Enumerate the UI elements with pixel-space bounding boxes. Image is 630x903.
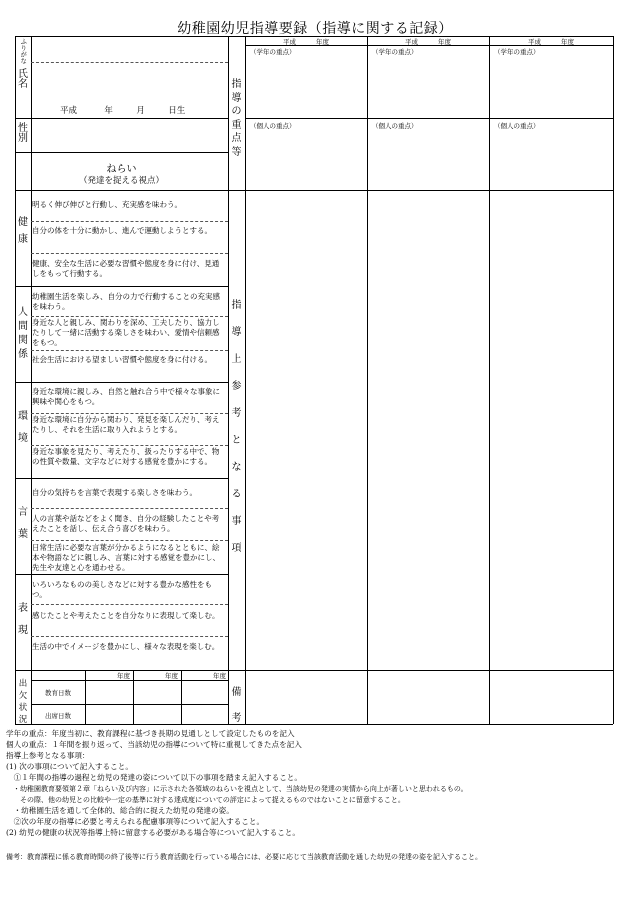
attendance-label: 出 欠 状 況 [18, 679, 28, 725]
aim-item: 人の言葉や話などをよく聞き、自分の経験したことや考えたことを話し、伝え合う喜びを味わう。 [32, 514, 220, 533]
note-line: (1) 次の事項について記入すること。 [6, 762, 133, 771]
remarks-label: 備 考 [231, 687, 242, 724]
aim-item: 感じたことや考えたことを自分なりに表現して楽しむ。 [32, 611, 220, 620]
aim-item: 自分の気持ちを言葉で表現する楽しさを味わう。 [32, 488, 197, 497]
note-line: (2) 幼児の健康の状況等指導上特に留意する必要がある場合等について記入すること。 [6, 828, 300, 837]
aim-item: 社会生活における望ましい習慣や態度を身に付ける。 [32, 355, 212, 364]
note-line: ②次の年度の指導に必要と考えられる配慮事項等について記入すること。 [6, 817, 265, 826]
note-line: 個人の重点：１年間を振り返って、当該幼児の指導について特に重視してきた点を記入 [6, 740, 302, 749]
aim-item: 健康、安全な生活に必要な習慣や態度を身に付け、見通しをもって行動する。 [32, 259, 220, 278]
aim-item: いろいろなものの美しさなどに対する豊かな感性をもつ。 [32, 580, 212, 599]
birth-date [60, 104, 228, 116]
aim-item: 身近な人と親しみ、関わりを深め、工夫したり、協力したりして一緒に活動する楽しさを味わい、愛情や信頼感をもつ。 [32, 318, 220, 347]
year-header: 平成 年度 [528, 38, 574, 46]
grade-focus-label: （学年の重点） [494, 48, 540, 56]
area-label-language: 言 葉 [18, 507, 28, 540]
area-label-expression: 表 現 [18, 603, 28, 636]
individual-focus-label: （個人の重点） [250, 122, 296, 130]
aims-subtitle: （発達を捉える視点） [78, 176, 164, 186]
grade-focus-label: （学年の重点） [372, 48, 418, 56]
aim-item: 身近な環境に自分から関わり、発見を楽しんだり、考えたりし、それを生活に取り入れようとする。 [32, 415, 220, 434]
individual-focus-label: （個人の重点） [372, 122, 418, 130]
aim-item: 生活の中でイメージを豊かにし、様々な表現を楽しむ。 [32, 642, 220, 651]
focus-label: 指 導 の 重 点 等 [231, 79, 242, 158]
area-label-environment: 環 境 [18, 411, 28, 444]
birth-month: 月 [136, 106, 145, 116]
name-label: 氏 名 [18, 69, 28, 90]
year-header: 平成 年度 [283, 38, 329, 46]
grade-focus-label: （学年の重点） [250, 48, 296, 56]
note-line: ・幼稚園生活を通して全体的、総合的に捉えた幼児の発達の姿。 [6, 806, 234, 815]
note-line: 学年の重点：年度当初に、教育課程に基づき長期の見通しとして設定したものを記入 [6, 729, 295, 738]
note-line: ・幼稚園教育要領第２章「ねらい及び内容」に示された各領域のねらいを視点として、当該幼児の発達の実情から向上が著しいと思われるもの。 [6, 785, 468, 793]
aim-item: 幼稚園生活を楽しみ、自分の力で行動することの充実感を味わう。 [32, 292, 220, 311]
attendance-year: 年度 [117, 672, 130, 680]
year-header: 平成 年度 [405, 38, 451, 46]
birth-day: 日生 [168, 106, 186, 116]
note-line: その際、他の幼児との比較や一定の基準に対する達成度についての評定によって捉えるものではないことに留意すること。 [6, 796, 405, 804]
reference-label: 指 導 上 参 考 と な る 事 項 [231, 300, 242, 554]
note-line: 指導上参考となる事項： [6, 751, 90, 760]
sex-label: 性 別 [18, 123, 28, 144]
aim-item: 身近な環境に親しみ、自然と触れ合う中で様々な事象に興味や関心をもつ。 [32, 387, 220, 406]
attendance-year: 年度 [165, 672, 178, 680]
individual-focus-label: （個人の重点） [494, 122, 540, 130]
area-label-relationships: 人 間 関 係 [18, 307, 28, 360]
page-title: 幼稚園幼児指導要録（指導に関する記録） [177, 21, 453, 37]
aim-item: 日常生活に必要な言葉が分かるようになるとともに、絵本や物語などに親しみ、言葉に対する感覚を豊かにし、先生や友達と心を通わせる。 [32, 543, 220, 572]
aim-item: 自分の体を十分に動かし、進んで運動しようとする。 [32, 226, 212, 235]
furigana-label: ふりがな [19, 38, 28, 64]
aims-title: ねらい [106, 164, 137, 175]
note-line: ①１年間の指導の過程と幼児の発達の姿について以下の事項を踏まえ記入すること。 [6, 773, 302, 782]
education-days-label: 教育日数 [45, 689, 71, 697]
aim-item: 明るく伸び伸びと行動し、充実感を味わう。 [32, 200, 182, 209]
area-label-health: 健 康 [18, 217, 28, 245]
footer-note: 備考：教育課程に係る教育時間の終了後等に行う教育活動を行っている場合には、必要に応じて当該教育活動を通した幼児の発達の姿を記入すること。 [6, 853, 482, 861]
attendance-days-label: 出席日数 [45, 712, 71, 720]
birth-era: 平成 [60, 106, 78, 116]
attendance-year: 年度 [213, 672, 226, 680]
aim-item: 身近な事象を見たり、考えたり、扱ったりする中で、物の性質や数量、文字などに対する感覚を豊かにする。 [32, 447, 220, 466]
birth-year: 年 [104, 106, 113, 116]
